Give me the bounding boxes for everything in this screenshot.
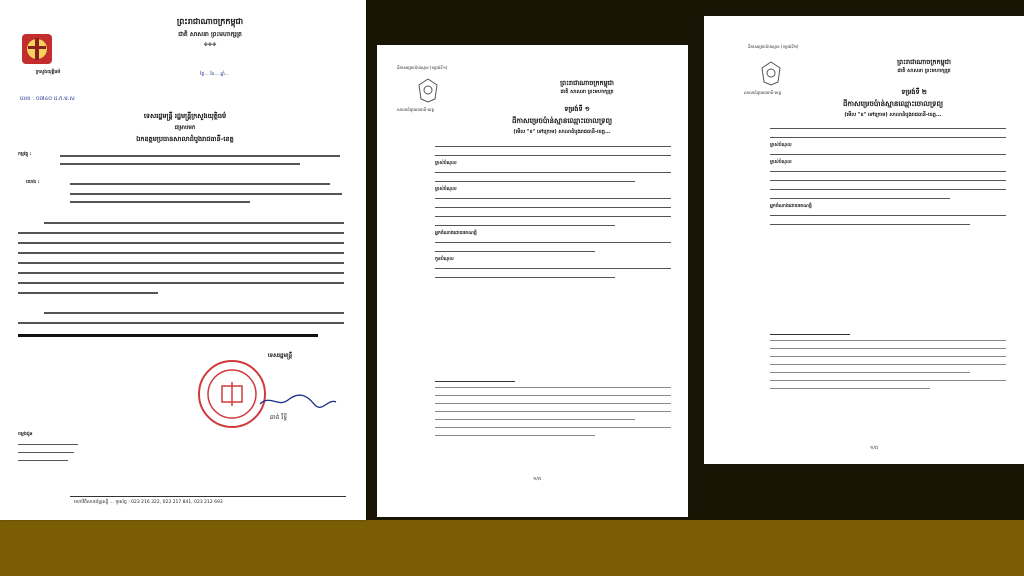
text-line: [435, 207, 671, 208]
signature: [258, 392, 338, 410]
text-line: [435, 146, 671, 147]
footnote-line: [770, 372, 970, 373]
text-line: [770, 198, 950, 199]
section-representative: អ្នកតំណាងដោយអាណត្តិ: [770, 204, 812, 209]
form-subtitle: (មើល "ខ" ទៅក្រោម) សាលាដំបូងរាជធានី-ខេត្ត...: [513, 129, 611, 135]
text-line: [435, 172, 671, 173]
section-representative: អ្នកតំណាងដោយអាណត្តិ: [435, 231, 477, 236]
kingdom-title: ព្រះរាជាណាចក្រកម្ពុជា: [560, 79, 614, 87]
text-line: [435, 251, 595, 252]
text-line: [18, 252, 344, 254]
page-number: ១/៥: [532, 477, 542, 482]
text-line: [70, 183, 330, 185]
text-line: [770, 171, 1006, 172]
cc-label: ចម្លងជូន: [18, 432, 33, 437]
text-line: [435, 277, 615, 278]
footnote-line: [435, 435, 595, 436]
text-line: [60, 155, 340, 157]
footer-divider: [70, 496, 346, 497]
text-line: [770, 154, 1006, 155]
form-title: ដីកាសម្រេចប៉ាន់ស្មានឈ្មោះចោលទ្រព្យ: [511, 117, 613, 125]
footnote-line: [435, 419, 635, 420]
text-line: [18, 242, 344, 244]
footnote-line: [770, 356, 1006, 357]
text-line: [18, 322, 344, 324]
document-letter: [0, 0, 366, 520]
footnote-line: [770, 348, 1006, 349]
court-emblem-icon: [760, 60, 782, 86]
background-band: [0, 520, 1024, 576]
ornament: ✤✤✤: [203, 42, 217, 48]
footnote-line: [435, 403, 671, 404]
ministry-name: ក្រសួងយុត្តិធម៌: [35, 70, 61, 75]
court-emblem-icon: [417, 77, 439, 103]
form-number: ទម្រង់ទី ២: [901, 88, 927, 96]
text-line: [18, 272, 344, 274]
letter-addressee: ឯកឧត្តមប្រធានសាលាដំបូងរាជធានី-ខេត្ត: [136, 135, 234, 143]
section-creditor: ម្ចាស់បំណុល: [770, 143, 792, 148]
text-line: [770, 224, 970, 225]
motto: ជាតិ សាសនា ព្រះមហាក្សត្រ: [178, 31, 242, 38]
letter-sender: ទេសរដ្ឋមន្ត្រី រដ្ឋមន្ត្រីក្រសួងយុត្តិធម៌: [143, 112, 227, 120]
text-line: [435, 268, 671, 269]
text-line: [435, 198, 671, 199]
text-line: [770, 128, 1006, 129]
text-line: [770, 189, 1006, 190]
section-creditor-2: ម្ចាស់បំណុល: [435, 187, 457, 192]
reference-number: លេខ : ០៧៤០ ដ.ក.ម.ស: [20, 96, 75, 102]
footnote-line: [770, 388, 930, 389]
form-subtitle: (មើល "ខ" ទៅក្រោម) សាលាដំបូងរាជធានី-ខេត្ត...: [844, 112, 942, 118]
motto: ជាតិ សាសនា ព្រះមហាក្សត្រ: [560, 89, 614, 95]
text-line: [18, 282, 344, 284]
text-line: [70, 201, 250, 203]
text-line: [70, 193, 342, 195]
form-header-note: ដីកាសម្រេចប៉ាន់ស្មាន (ទម្រង់ទី២): [748, 44, 799, 49]
text-line: [770, 180, 1006, 181]
court-name: សាលាដំបូងរាជធានី-ខេត្ត: [397, 107, 434, 112]
form-title: ដីកាសម្រេចប៉ាន់ស្មានឈ្មោះចោលទ្រព្យ: [842, 100, 944, 108]
text-line: [18, 444, 78, 445]
text-line: [60, 163, 300, 165]
official-stamp: [198, 360, 266, 428]
reference-label: យោង :: [26, 180, 40, 185]
footnote-divider: [770, 334, 850, 335]
form-header-note: ដីកាសម្រេចប៉ាន់ស្មាន (ទម្រង់ទី១): [397, 65, 448, 70]
section-creditor: ម្ចាស់បំណុល: [435, 161, 457, 166]
text-line: [435, 181, 635, 182]
text-line: [435, 155, 671, 156]
text-line: [18, 460, 68, 461]
kingdom-title: ព្រះរាជាណាចក្រកម្ពុជា: [897, 58, 951, 66]
footnote-line: [435, 427, 671, 428]
signer-title: ទេសរដ្ឋមន្ត្រី: [267, 353, 293, 359]
footnote-line: [770, 380, 1006, 381]
footnote-divider: [435, 381, 515, 382]
text-line: [770, 215, 1006, 216]
text-line: [435, 216, 671, 217]
form-number: ទម្រង់ទី ១: [564, 105, 590, 113]
signer-name: ឆាត់ រឹទ្ធី: [270, 414, 288, 421]
letter-greeting: ជម្រាបមក: [174, 125, 196, 131]
kingdom-title: ព្រះរាជាណាចក្រកម្ពុជា: [176, 17, 244, 26]
document-form-2: [704, 16, 1024, 464]
text-line: [18, 452, 74, 453]
footnote-line: [435, 387, 671, 388]
footnote-line: [770, 340, 1006, 341]
text-line: [44, 312, 344, 314]
subject-label: កម្មវត្ថុ :: [18, 152, 32, 157]
text-line: [18, 292, 158, 294]
court-name: សាលាដំបូងរាជធានី-ខេត្ត: [744, 90, 781, 95]
motto: ជាតិ សាសនា ព្រះមហាក្សត្រ: [897, 68, 951, 74]
footnote-line: [770, 364, 1006, 365]
text-line: [18, 334, 318, 337]
section-creditor-2: ម្ចាស់បំណុល: [770, 160, 792, 165]
text-line: [435, 225, 615, 226]
footnote-line: [435, 411, 671, 412]
text-line: [18, 262, 344, 264]
text-line: [435, 242, 671, 243]
text-line: [44, 222, 344, 224]
text-line: [770, 137, 1006, 138]
page-number: ១/៥: [869, 446, 879, 451]
date-line: ថ្ងៃ... ខែ... ឆ្នាំ...: [200, 72, 230, 77]
section-debtor: កូនបំណុល: [435, 257, 454, 262]
ministry-logo-icon: [18, 28, 56, 68]
footnote-line: [435, 395, 671, 396]
text-line: [18, 232, 344, 234]
document-form-1: [377, 45, 688, 517]
footer-address: មហាវិថីសហព័ន្ធរុស្ស៊ី ... ទូរស័ព្ទ : 023 216 322, 023 217 841, 023 212 693: [74, 500, 223, 505]
